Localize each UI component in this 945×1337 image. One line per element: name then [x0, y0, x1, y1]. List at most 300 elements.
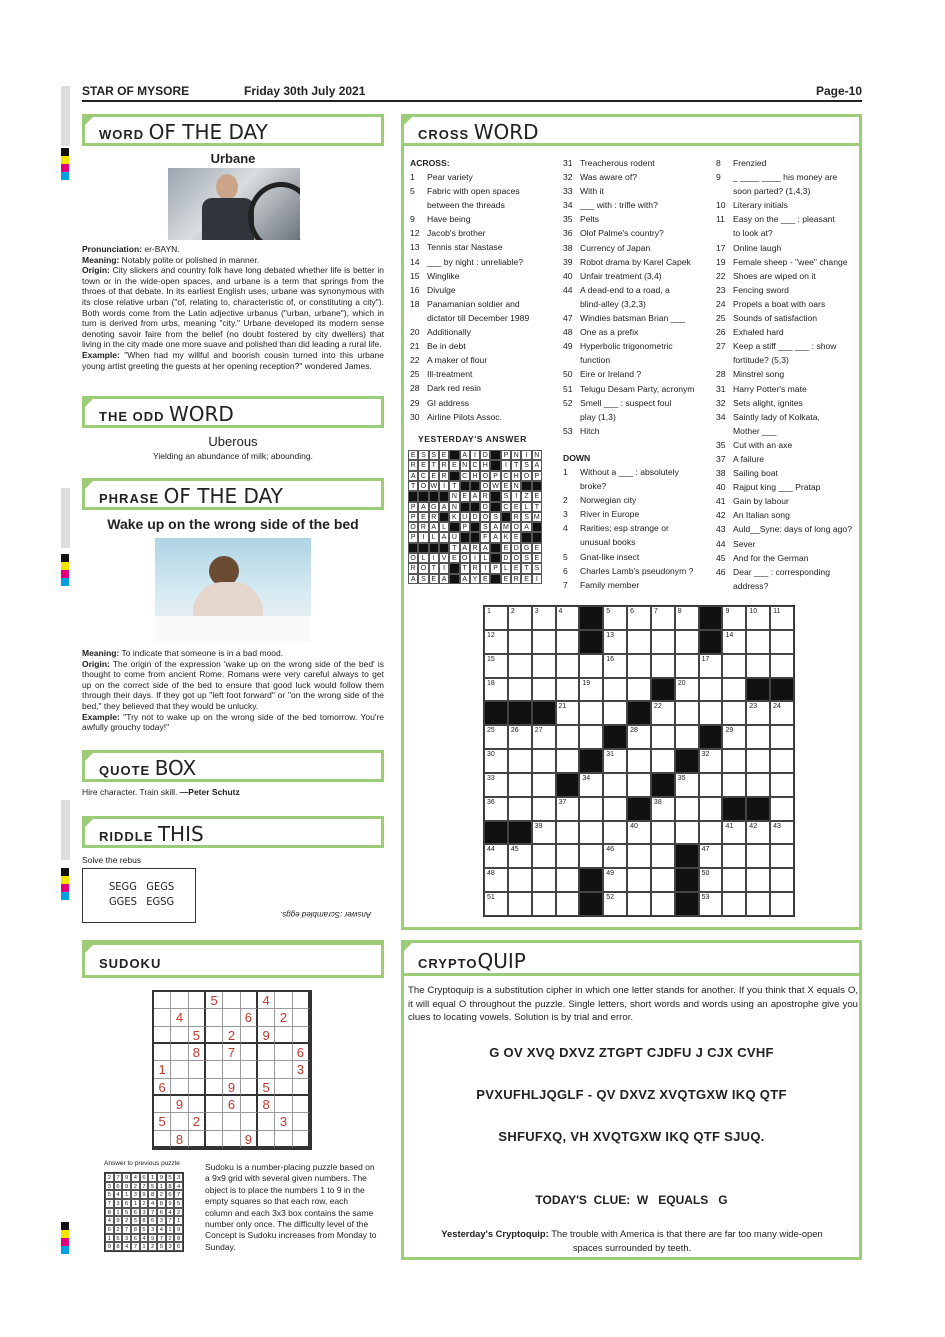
crossword-cell[interactable]: 48 — [484, 868, 508, 892]
crossword-cell[interactable]: 13 — [603, 630, 627, 654]
crossword-cell[interactable]: 45 — [508, 844, 532, 868]
sudoku-cell[interactable] — [241, 1096, 258, 1113]
crossword-cell[interactable] — [651, 630, 675, 654]
crossword-cell[interactable] — [508, 797, 532, 821]
crossword-cell[interactable] — [770, 844, 794, 868]
yesterday-cell: A — [439, 532, 449, 542]
crossword-cell[interactable]: 49 — [603, 868, 627, 892]
sudoku-cell[interactable] — [275, 1096, 292, 1113]
sudoku-cell[interactable] — [241, 1027, 258, 1044]
yesterday-cell: Z — [521, 491, 531, 501]
clue-text: Gnat-like insect — [580, 551, 640, 562]
sudoku-cell[interactable] — [293, 1113, 310, 1130]
sudoku-cell[interactable] — [275, 992, 292, 1009]
down-clue — [716, 466, 860, 480]
sudoku-cell[interactable] — [241, 1079, 258, 1096]
clue-text: Family member — [580, 579, 640, 590]
crossword-cell[interactable] — [651, 868, 675, 892]
crossword-cell[interactable] — [675, 725, 699, 749]
crossword-cell[interactable]: 39 — [532, 821, 556, 845]
crossword-cell[interactable] — [508, 630, 532, 654]
crossword-cell[interactable] — [651, 749, 675, 773]
crossword-cell[interactable]: 7 — [651, 606, 675, 630]
phrase-text: Wake up on the wrong side of the bed — [107, 516, 359, 532]
clue-text: Easy on the ___ : pleasant — [733, 214, 835, 225]
down-clue — [563, 564, 713, 578]
sudoku-cell[interactable]: 3 — [275, 1113, 292, 1130]
crossword-cell[interactable] — [675, 797, 699, 821]
crossword-cell[interactable]: 22 — [651, 701, 675, 725]
previous-cell: 6 — [140, 1173, 149, 1182]
sudoku-cell[interactable] — [241, 1044, 258, 1061]
crossword-cell[interactable] — [675, 701, 699, 725]
previous-cell: 4 — [114, 1190, 123, 1199]
crossword-cell[interactable] — [770, 892, 794, 916]
crossword-cell[interactable]: 14 — [722, 630, 746, 654]
sudoku-cell[interactable] — [293, 1009, 310, 1026]
clue-text: Panamanian soldier and — [427, 298, 520, 309]
crossword-cell[interactable]: 47 — [699, 844, 723, 868]
sudoku-cell[interactable]: 4 — [171, 1009, 188, 1026]
crossword-cell[interactable]: 24 — [770, 701, 794, 725]
yesterday-answer-label: YESTERDAY'S ANSWER — [418, 434, 527, 444]
sudoku-cell[interactable] — [241, 992, 258, 1009]
crossword-cell[interactable] — [699, 678, 723, 702]
sudoku-cell[interactable]: 6 — [223, 1096, 240, 1113]
clue-text: soon parted? (1,4,3) — [733, 186, 811, 197]
sudoku-cell[interactable] — [206, 1027, 223, 1044]
crossword-cell[interactable] — [651, 821, 675, 845]
yesterday-cell: A — [480, 543, 490, 553]
crossword-cell[interactable]: 19 — [579, 678, 603, 702]
sudoku-cell[interactable] — [154, 1027, 171, 1044]
crossword-cell[interactable] — [627, 749, 651, 773]
sudoku-cell[interactable] — [206, 1044, 223, 1061]
crossword-cell[interactable]: 52 — [603, 892, 627, 916]
crossword-cell[interactable]: 18 — [484, 678, 508, 702]
crossword-title: CROSS WORD — [401, 114, 862, 146]
sudoku-cell[interactable] — [189, 1079, 206, 1096]
yesterday-cell — [449, 471, 459, 481]
crossword-cell[interactable] — [508, 678, 532, 702]
sudoku-cell[interactable]: 4 — [258, 992, 275, 1009]
crossword-cell[interactable]: 38 — [651, 797, 675, 821]
sudoku-cell[interactable]: 7 — [223, 1044, 240, 1061]
crossword-cell[interactable] — [556, 868, 580, 892]
sudoku-cell[interactable] — [189, 1096, 206, 1113]
crossword-cell[interactable] — [627, 773, 651, 797]
sudoku-cell[interactable]: 2 — [223, 1027, 240, 1044]
crossword-cell[interactable] — [722, 892, 746, 916]
crossword-cell[interactable] — [770, 868, 794, 892]
crossword-cell[interactable] — [556, 678, 580, 702]
word-of-day-body: Pronunciation: er-BAYN. Meaning: Notably polite or polished in manner. Origin: City slickers and country folk have long debated whether life is better in town or in the wide-open spaces, and urbane is a term that springs from the throes of that debate. In its earliest English uses, urbane was synonymous with its close relative urban ("of, relating to, characteristic of, or constituting a city"). Both words come from the Latin adjective urbanus ("urban, urbane"), which in turn is derived from urbs, meaning "city." Urbane developed its modern sense denoting savoir faire from the belief (no doubt fostered by city dwellers) that living in the city made one more suave and polished than did leading a rural life. Example: "When had my willful and boorish cousin turned into this urbane young artist greeting the guests at her opening reception?" wondered James. — [82, 244, 384, 371]
clue-number: 39 — [563, 256, 573, 267]
crossword-cell[interactable]: 21 — [556, 701, 580, 725]
crossword-cell[interactable] — [770, 773, 794, 797]
clue-text: blind-alley (3,2,3) — [580, 298, 646, 309]
crossword-cell[interactable]: 43 — [770, 821, 794, 845]
crossword-cell[interactable] — [627, 630, 651, 654]
crossword-cell[interactable] — [627, 844, 651, 868]
sudoku-cell[interactable]: 8 — [258, 1096, 275, 1113]
crossword-cell[interactable] — [508, 749, 532, 773]
sudoku-cell[interactable] — [275, 1044, 292, 1061]
crossword-cell[interactable] — [770, 797, 794, 821]
across-clue — [563, 382, 713, 396]
sudoku-cell[interactable] — [258, 1061, 275, 1078]
crossword-cell[interactable]: 42 — [746, 821, 770, 845]
sudoku-cell[interactable] — [171, 1079, 188, 1096]
crossword-cell[interactable] — [556, 821, 580, 845]
sudoku-cell[interactable] — [206, 1113, 223, 1130]
crossword-cell[interactable] — [627, 678, 651, 702]
crossword-cell[interactable] — [746, 725, 770, 749]
previous-answer-label: Answer to previous puzzle — [104, 1160, 180, 1167]
crossword-cell[interactable] — [675, 630, 699, 654]
crossword-cell[interactable] — [532, 630, 556, 654]
crossword-cell[interactable]: 20 — [675, 678, 699, 702]
crossword-cell[interactable]: 2 — [508, 606, 532, 630]
sudoku-cell[interactable] — [154, 1044, 171, 1061]
crossword-cell[interactable] — [699, 773, 723, 797]
crossword-cell[interactable] — [722, 868, 746, 892]
sudoku-cell[interactable] — [171, 1061, 188, 1078]
sudoku-cell[interactable] — [154, 992, 171, 1009]
crossword-cell[interactable] — [627, 654, 651, 678]
crossword-cell[interactable] — [532, 844, 556, 868]
crossword-cell[interactable] — [651, 892, 675, 916]
black-square — [627, 701, 651, 725]
crossword-cell[interactable]: 8 — [675, 606, 699, 630]
clue-text: With it — [580, 186, 604, 197]
crossword-cell[interactable]: 6 — [627, 606, 651, 630]
across-clue — [410, 367, 560, 381]
down-clue — [716, 508, 860, 522]
sudoku-cell[interactable] — [171, 1027, 188, 1044]
yesterday-cell: A — [490, 522, 500, 532]
sudoku-cell[interactable] — [223, 1009, 240, 1026]
crossword-cell[interactable] — [675, 654, 699, 678]
crossword-cell[interactable] — [699, 797, 723, 821]
crossword-cell[interactable]: 30 — [484, 749, 508, 773]
crossword-cell[interactable] — [722, 678, 746, 702]
crossword-grid[interactable] — [483, 605, 795, 917]
sudoku-cell[interactable] — [258, 1009, 275, 1026]
sudoku-cell[interactable]: 1 — [154, 1061, 171, 1078]
crossword-cell[interactable]: 27 — [532, 725, 556, 749]
sudoku-cell[interactable] — [206, 1131, 223, 1148]
clue-number: 30 — [410, 411, 420, 422]
previous-cell: 4 — [157, 1225, 166, 1234]
crossword-cell[interactable] — [746, 868, 770, 892]
crossword-cell[interactable] — [770, 630, 794, 654]
sudoku-cell[interactable]: 5 — [258, 1079, 275, 1096]
clue-text: Currency of Japan — [580, 242, 651, 253]
crossword-cell[interactable] — [722, 749, 746, 773]
sudoku-cell[interactable] — [171, 1044, 188, 1061]
sudoku-cell[interactable] — [293, 1079, 310, 1096]
crossword-cell[interactable] — [532, 892, 556, 916]
riddle-answer: Answer :Scrambled eggs. — [280, 910, 372, 919]
crossword-cell[interactable] — [532, 678, 556, 702]
clue-number: 37 — [716, 453, 726, 464]
sudoku-cell[interactable]: 6 — [241, 1009, 258, 1026]
crossword-cell[interactable]: 31 — [603, 749, 627, 773]
crossword-cell[interactable] — [532, 654, 556, 678]
yesterday-cell: T — [429, 563, 439, 573]
previous-cell: 5 — [166, 1173, 175, 1182]
down-clue — [563, 479, 713, 493]
sudoku-cell[interactable] — [223, 1131, 240, 1148]
sudoku-cell[interactable] — [293, 1096, 310, 1113]
crossword-cell[interactable]: 28 — [627, 725, 651, 749]
crossword-cell[interactable] — [532, 749, 556, 773]
sudoku-cell[interactable]: 9 — [241, 1131, 258, 1148]
yesterday-cell: H — [470, 471, 480, 481]
yesterday-cell: L — [501, 563, 511, 573]
crossword-cell[interactable] — [579, 725, 603, 749]
clue-text: Gain by labour — [733, 496, 789, 507]
clue-number: 1 — [410, 172, 415, 182]
crossword-cell[interactable] — [532, 868, 556, 892]
crossword-cell[interactable] — [722, 701, 746, 725]
clue-text: function — [580, 355, 611, 366]
sudoku-cell[interactable]: 5 — [154, 1113, 171, 1130]
sudoku-cell[interactable]: 2 — [189, 1113, 206, 1130]
crossword-cell[interactable] — [746, 654, 770, 678]
sudoku-cell[interactable] — [189, 992, 206, 1009]
sudoku-cell[interactable] — [189, 1009, 206, 1026]
sudoku-cell[interactable] — [241, 1113, 258, 1130]
crossword-cell[interactable]: 3 — [532, 606, 556, 630]
crossword-cell[interactable] — [675, 821, 699, 845]
crossword-cell[interactable]: 29 — [722, 725, 746, 749]
clue-text: Saintly lady of Kolkata, — [733, 411, 820, 422]
crossword-cell[interactable] — [579, 654, 603, 678]
clue-text: Pear variety — [427, 172, 473, 182]
yesterday-cell: A — [490, 532, 500, 542]
crossword-cell[interactable]: 12 — [484, 630, 508, 654]
clue-text: fortitude? (5,3) — [733, 355, 789, 366]
sudoku-cell[interactable]: 8 — [189, 1044, 206, 1061]
yesterday-cell: D — [480, 450, 490, 460]
clue-number: 34 — [716, 411, 726, 422]
crossword-cell[interactable]: 46 — [603, 844, 627, 868]
yesterday-cell: O — [408, 553, 418, 563]
crossword-cell[interactable] — [556, 654, 580, 678]
yesterday-cell: D — [501, 553, 511, 563]
crossword-cell[interactable] — [746, 773, 770, 797]
crossword-cell[interactable] — [651, 844, 675, 868]
crossword-cell[interactable]: 36 — [484, 797, 508, 821]
crossword-cell[interactable] — [508, 773, 532, 797]
sudoku-cell[interactable] — [206, 1061, 223, 1078]
crossword-cell[interactable] — [699, 821, 723, 845]
yesterday-cell: I — [501, 460, 511, 470]
crossword-cell[interactable]: 16 — [603, 654, 627, 678]
sudoku-cell[interactable]: 9 — [171, 1096, 188, 1113]
sudoku-cell[interactable]: 6 — [293, 1044, 310, 1061]
yesterday-cell: N — [460, 460, 470, 470]
crossword-cell[interactable]: 35 — [675, 773, 699, 797]
sudoku-cell[interactable] — [154, 1096, 171, 1113]
crossword-cell[interactable] — [603, 701, 627, 725]
crossword-cell[interactable] — [651, 725, 675, 749]
clue-number: 45 — [716, 552, 726, 563]
yesterday-cell: O — [521, 471, 531, 481]
yesterday-cell: N — [511, 481, 521, 491]
clue-text: Be in debt — [427, 341, 466, 352]
cipher-line-3: SHFUFXQ, VH XVQTGXW IKQ QTF SJUQ. — [498, 1129, 765, 1144]
crossword-cell[interactable] — [627, 892, 651, 916]
crossword-cell[interactable]: 33 — [484, 773, 508, 797]
crossword-cell[interactable]: 23 — [746, 701, 770, 725]
clue-text: Cut with an axe — [733, 439, 793, 450]
crossword-cell[interactable] — [508, 654, 532, 678]
crossword-cell[interactable] — [556, 630, 580, 654]
down-clue — [716, 522, 860, 536]
crossword-cell[interactable] — [603, 773, 627, 797]
sudoku-cell[interactable] — [293, 992, 310, 1009]
sudoku-cell[interactable] — [206, 1096, 223, 1113]
crossword-cell[interactable] — [508, 892, 532, 916]
crossword-cell[interactable] — [556, 725, 580, 749]
sudoku-cell[interactable] — [258, 1113, 275, 1130]
crossword-cell[interactable] — [603, 797, 627, 821]
sudoku-cell[interactable] — [223, 1061, 240, 1078]
crossword-cell[interactable]: 44 — [484, 844, 508, 868]
black-square — [579, 892, 603, 916]
yesterday-cell: I — [521, 450, 531, 460]
crossword-cell[interactable]: 1 — [484, 606, 508, 630]
sudoku-cell[interactable]: 5 — [189, 1027, 206, 1044]
crossword-cell[interactable] — [579, 797, 603, 821]
crossword-cell[interactable]: 9 — [722, 606, 746, 630]
sudoku-cell[interactable] — [258, 1044, 275, 1061]
previous-cell: 6 — [114, 1182, 123, 1191]
crossword-cell[interactable] — [722, 773, 746, 797]
crossword-cell[interactable] — [746, 749, 770, 773]
across-clue — [563, 226, 713, 240]
crossword-cell[interactable] — [722, 844, 746, 868]
crossword-cell[interactable]: 53 — [699, 892, 723, 916]
sudoku-cell[interactable] — [223, 1113, 240, 1130]
sudoku-cell[interactable]: 2 — [275, 1009, 292, 1026]
yesterday-cell: O — [480, 471, 490, 481]
previous-sudoku-grid — [104, 1172, 184, 1252]
sudoku-cell[interactable] — [258, 1131, 275, 1148]
sudoku-cell[interactable]: 6 — [154, 1079, 171, 1096]
crossword-cell[interactable] — [556, 844, 580, 868]
yesterday-cell: D — [480, 502, 490, 512]
crossword-cell[interactable] — [770, 749, 794, 773]
clue-text: Windies batsman Brian ___ — [580, 313, 686, 324]
crossword-cell[interactable] — [579, 821, 603, 845]
sudoku-cell[interactable] — [275, 1061, 292, 1078]
crossword-cell[interactable]: 25 — [484, 725, 508, 749]
crossword-cell[interactable] — [722, 654, 746, 678]
sudoku-cell[interactable] — [275, 1027, 292, 1044]
crossword-cell[interactable] — [603, 821, 627, 845]
sudoku-cell[interactable]: 9 — [223, 1079, 240, 1096]
sudoku-cell[interactable]: 3 — [293, 1061, 310, 1078]
sudoku-cell[interactable] — [241, 1061, 258, 1078]
previous-cell: 7 — [114, 1173, 123, 1182]
previous-cell: 6 — [131, 1234, 140, 1243]
crossword-cell[interactable] — [699, 701, 723, 725]
crossword-cell[interactable]: 10 — [746, 606, 770, 630]
crossword-cell[interactable] — [746, 844, 770, 868]
crossword-cell[interactable] — [627, 868, 651, 892]
sudoku-grid[interactable] — [152, 990, 312, 1150]
crossword-cell[interactable] — [556, 749, 580, 773]
yesterday-cell: N — [532, 450, 542, 460]
sudoku-cell[interactable] — [171, 992, 188, 1009]
sudoku-cell[interactable] — [154, 1131, 171, 1148]
yesterday-cell: L — [418, 553, 428, 563]
crossword-cell[interactable]: 26 — [508, 725, 532, 749]
crossword-cell[interactable]: 17 — [699, 654, 723, 678]
sudoku-cell[interactable] — [275, 1079, 292, 1096]
crossword-cell[interactable]: 40 — [627, 821, 651, 845]
crossword-cell[interactable] — [770, 654, 794, 678]
previous-cell: 2 — [148, 1242, 157, 1251]
sudoku-cell[interactable]: 9 — [258, 1027, 275, 1044]
crossword-cell[interactable] — [770, 725, 794, 749]
crossword-cell[interactable] — [579, 701, 603, 725]
sudoku-cell[interactable] — [206, 1009, 223, 1026]
sudoku-cell[interactable] — [206, 1079, 223, 1096]
sudoku-cell[interactable] — [189, 1061, 206, 1078]
sudoku-cell[interactable] — [293, 1027, 310, 1044]
sudoku-cell[interactable] — [275, 1131, 292, 1148]
crossword-cell[interactable] — [532, 797, 556, 821]
crossword-cell[interactable] — [556, 892, 580, 916]
sudoku-cell[interactable] — [154, 1009, 171, 1026]
crossword-cell[interactable]: 51 — [484, 892, 508, 916]
crossword-cell[interactable] — [579, 844, 603, 868]
sudoku-cell[interactable]: 5 — [206, 992, 223, 1009]
crossword-cell[interactable]: 34 — [579, 773, 603, 797]
crossword-cell[interactable]: 37 — [556, 797, 580, 821]
sudoku-cell[interactable]: 8 — [171, 1131, 188, 1148]
crossword-cell[interactable] — [746, 892, 770, 916]
crossword-cell[interactable]: 15 — [484, 654, 508, 678]
sudoku-cell[interactable] — [293, 1131, 310, 1148]
crossword-cell[interactable] — [508, 868, 532, 892]
sudoku-cell[interactable] — [171, 1113, 188, 1130]
previous-cell: 7 — [131, 1242, 140, 1251]
crossword-cell[interactable] — [651, 654, 675, 678]
crossword-cell[interactable]: 5 — [603, 606, 627, 630]
crossword-cell[interactable] — [603, 678, 627, 702]
crossword-cell[interactable] — [532, 773, 556, 797]
across-clue — [563, 367, 713, 381]
yesterday-cell: K — [501, 532, 511, 542]
yesterday-cell: M — [501, 522, 511, 532]
crossword-cell[interactable]: 32 — [699, 749, 723, 773]
crossword-cell[interactable]: 50 — [699, 868, 723, 892]
across-clue — [410, 396, 560, 410]
sudoku-cell[interactable] — [189, 1131, 206, 1148]
crossword-cell[interactable]: 11 — [770, 606, 794, 630]
clue-number: 19 — [716, 256, 726, 267]
crossword-cell[interactable]: 4 — [556, 606, 580, 630]
sudoku-cell[interactable] — [223, 992, 240, 1009]
crossword-cell[interactable]: 41 — [722, 821, 746, 845]
crossword-cell[interactable] — [746, 630, 770, 654]
